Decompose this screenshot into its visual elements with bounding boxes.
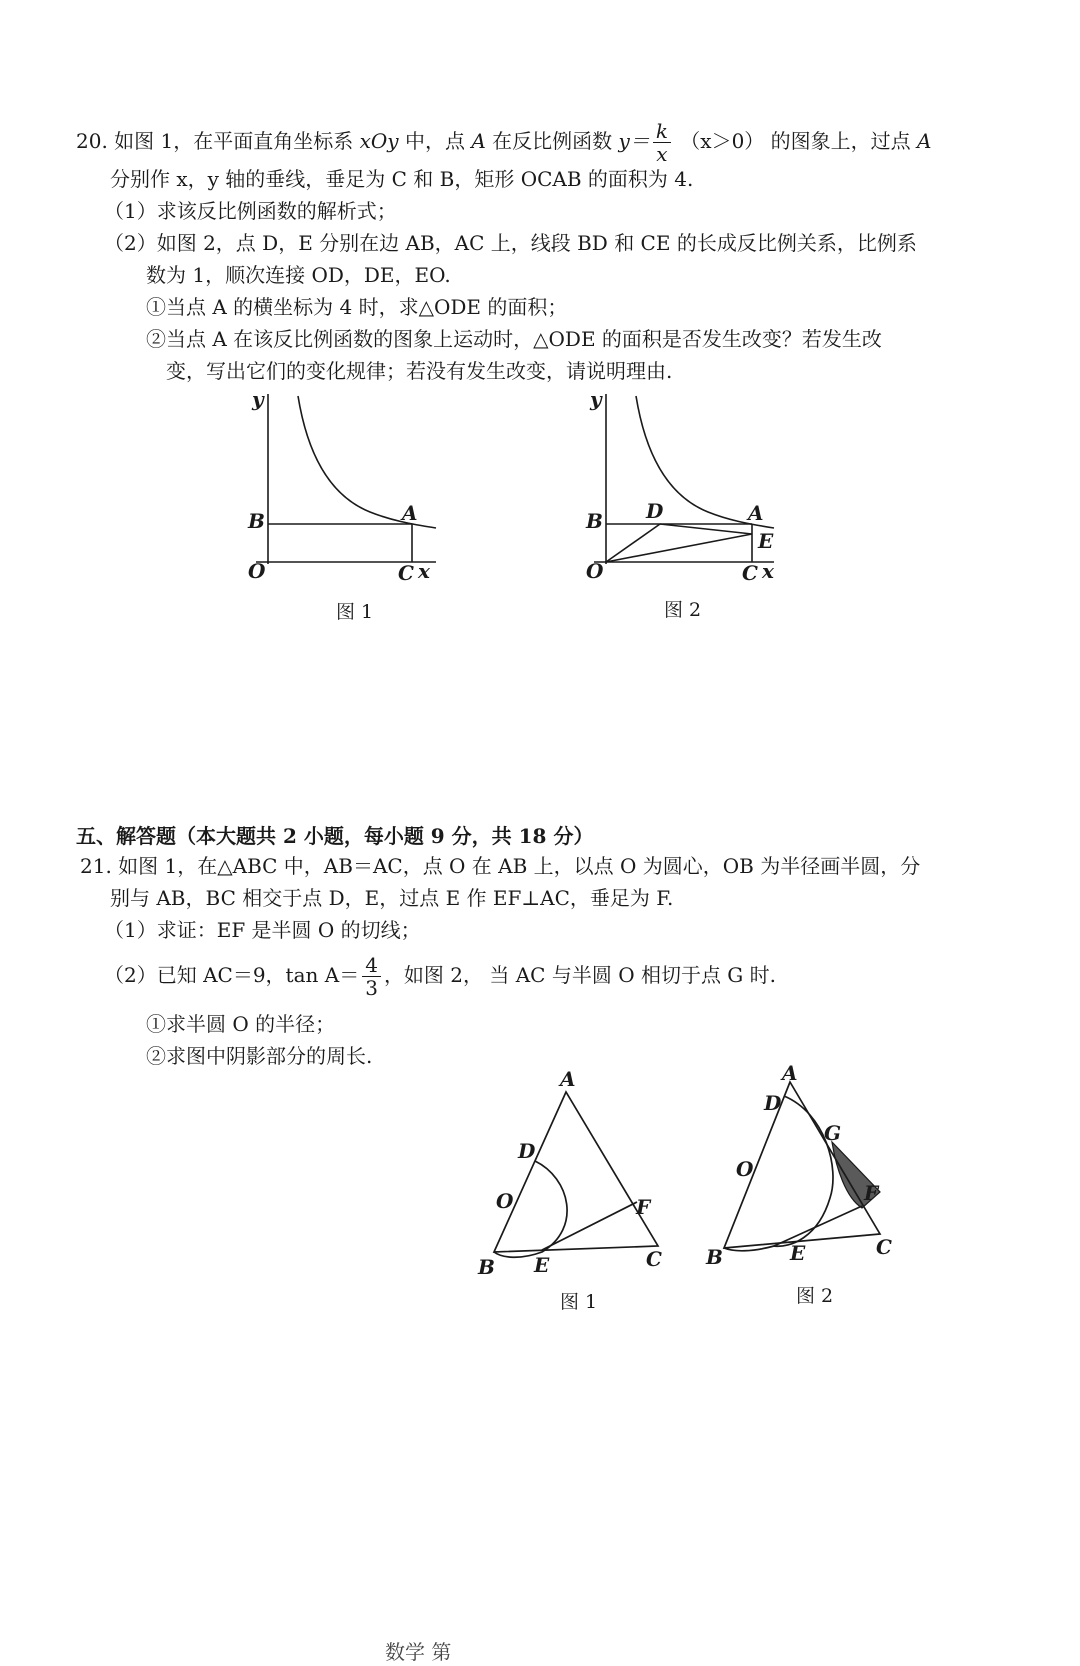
- q20-part-2-line-1: （2）如图 2，点 D，E 分别在边 AB，AC 上，线段 BD 和 CE 的长成反比例关系，比例系: [104, 231, 917, 255]
- q21-subpart-1: ①求半圆 O 的半径；: [146, 1012, 336, 1036]
- q21-part-2: （2）已知 AC＝9，tan A＝ $\frac{4}{3}$ ，如图 2， 当 AC 与半圆 O 相切于点 G 时.: [104, 953, 776, 1000]
- q21-line-2: 别与 AB，BC 相交于点 D，E，过点 E 作 EF⊥AC，垂足为 F.: [110, 886, 674, 910]
- label-A: A: [782, 1061, 798, 1085]
- label-O: O: [586, 559, 604, 583]
- label-B: B: [706, 1245, 723, 1269]
- label-B: B: [248, 509, 265, 533]
- label-A: A: [560, 1067, 576, 1091]
- label-B: B: [586, 509, 603, 533]
- q21-subpart-2: ②求图中阴影部分的周长.: [146, 1044, 373, 1068]
- label-A: A: [402, 501, 418, 525]
- label-C: C: [742, 561, 758, 585]
- page-footer: 数学 第: [385, 1640, 452, 1664]
- label-O: O: [496, 1189, 514, 1213]
- label-C: C: [646, 1247, 662, 1271]
- label-x: x: [762, 559, 774, 583]
- label-y: y: [252, 387, 264, 411]
- caption-fig-2: 图 2: [796, 1285, 834, 1307]
- label-E: E: [790, 1241, 806, 1265]
- label-C: C: [876, 1235, 892, 1259]
- q20-line-1: 20. 如图 1，在平面直角坐标系 xOy 中，点 A 在反比例函数 y＝ $\frac{k}{x}$ （x＞0） 的图象上，过点 A: [76, 119, 932, 166]
- q20-number: 20.: [76, 129, 108, 153]
- q21-figure-1: [470, 1068, 690, 1318]
- label-y: y: [590, 387, 602, 411]
- section-5-title: 五、解答题（本大题共 2 小题，每小题 9 分，共 18 分）: [76, 824, 594, 848]
- label-F: F: [636, 1195, 651, 1219]
- segment-EF: [542, 1202, 637, 1250]
- q20-part-1: （1）求该反比例函数的解析式；: [104, 199, 397, 223]
- q20-line-2: 分别作 x，y 轴的垂线，垂足为 C 和 B，矩形 OCAB 的面积为 4.: [110, 167, 694, 191]
- q20-subpart-2-line-1: ②当点 A 在该反比例函数的图象上运动时，△ODE 的面积是否发生改变？若发生改: [146, 327, 882, 351]
- q21-figure-2: [700, 1058, 920, 1308]
- q20-fraction-k-over-x: $\frac{k}{x}$: [653, 120, 671, 165]
- q20-figure-1: [240, 387, 460, 630]
- q21-number: 21.: [80, 854, 112, 878]
- q21-part-1: （1）求证：EF 是半圆 O 的切线；: [104, 918, 421, 942]
- q20-figure-2: [578, 387, 798, 630]
- label-D: D: [518, 1139, 536, 1163]
- label-O: O: [248, 559, 266, 583]
- q21-fraction-4-over-3: $\frac{4}{3}$: [362, 954, 381, 999]
- label-x: x: [418, 559, 430, 583]
- segment-EO: [606, 534, 752, 562]
- label-A: A: [748, 501, 764, 525]
- q20-subpart-2-line-2: 变，写出它们的变化规律；若没有发生改变，请说明理由.: [166, 359, 673, 383]
- label-C: C: [398, 561, 414, 585]
- q21-line-1: 21. 如图 1，在△ABC 中，AB＝AC，点 O 在 AB 上，以点 O 为圆心，OB 为半径画半圆，分: [80, 854, 921, 878]
- triangle-ABC: [494, 1092, 658, 1252]
- label-E: E: [758, 529, 774, 553]
- label-E: E: [534, 1253, 550, 1277]
- label-F: F: [864, 1181, 879, 1205]
- q20-subpart-1: ①当点 A 的横坐标为 4 时，求△ODE 的面积；: [146, 295, 568, 319]
- label-D: D: [764, 1091, 782, 1115]
- segment-DE: [660, 524, 752, 534]
- caption-fig-1: 图 1: [560, 1291, 598, 1313]
- q20-part-2-line-2: 数为 1，顺次连接 OD，DE，EO.: [146, 263, 451, 287]
- caption-fig-2: 图 2: [664, 599, 702, 621]
- caption-fig-1: 图 1: [336, 601, 374, 623]
- label-O: O: [736, 1157, 754, 1181]
- label-B: B: [478, 1255, 495, 1279]
- label-G: G: [824, 1121, 842, 1145]
- label-D: D: [646, 499, 664, 523]
